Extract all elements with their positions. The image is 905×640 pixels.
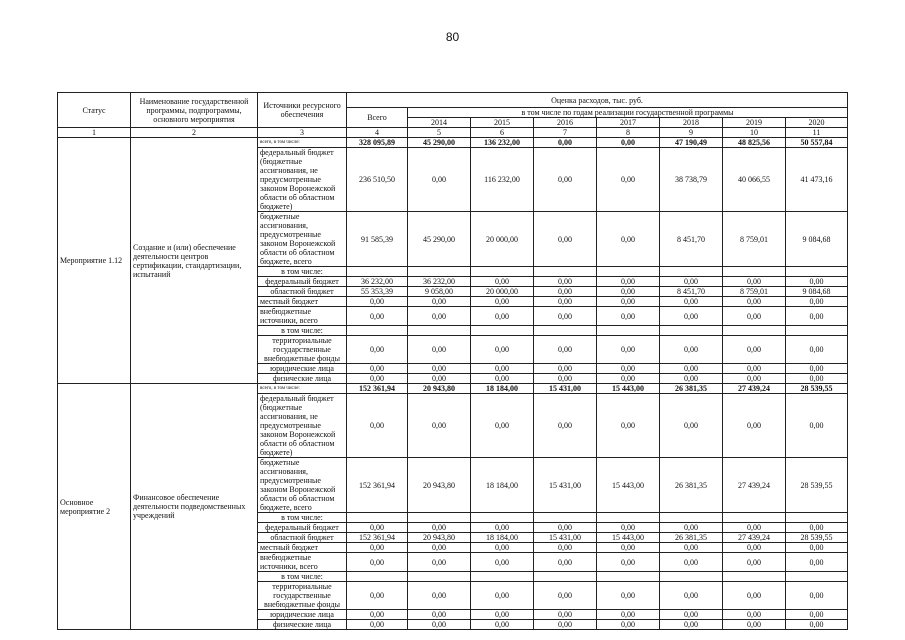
column-number: 10: [723, 128, 786, 138]
source-cell: бюджетные ассигнования, предусмотренные законом Воронежской области об областном бюджете, всего: [258, 458, 347, 513]
value-cell: 0,00: [534, 523, 597, 533]
value-cell: 15 443,00: [597, 458, 660, 513]
value-cell: 0,00: [723, 374, 786, 384]
value-cell: 26 381,35: [660, 458, 723, 513]
column-number: 9: [660, 128, 723, 138]
value-cell: 0,00: [534, 374, 597, 384]
value-cell: 0,00: [408, 148, 471, 212]
value-cell: 0,00: [786, 307, 848, 326]
value-cell: 40 066,55: [723, 148, 786, 212]
value-cell: 0,00: [597, 336, 660, 364]
value-cell: 0,00: [786, 394, 848, 458]
value-cell: 0,00: [786, 553, 848, 572]
value-cell: [723, 572, 786, 582]
value-cell: 0,00: [723, 543, 786, 553]
value-cell: 0,00: [723, 364, 786, 374]
value-cell: [347, 572, 408, 582]
value-cell: [534, 267, 597, 277]
value-cell: 0,00: [347, 336, 408, 364]
value-cell: 0,00: [597, 138, 660, 148]
header-status: Статус: [58, 93, 131, 128]
value-cell: 0,00: [660, 582, 723, 610]
value-cell: 0,00: [723, 610, 786, 620]
value-cell: 0,00: [660, 543, 723, 553]
value-cell: 0,00: [408, 364, 471, 374]
status-cell: Основное мероприятие 2: [58, 384, 131, 630]
value-cell: 45 290,00: [408, 212, 471, 267]
value-cell: 91 585,39: [347, 212, 408, 267]
value-cell: 0,00: [660, 364, 723, 374]
value-cell: 0,00: [534, 553, 597, 572]
value-cell: 0,00: [534, 582, 597, 610]
value-cell: 0,00: [471, 307, 534, 326]
value-cell: [660, 572, 723, 582]
value-cell: 15 431,00: [534, 384, 597, 394]
value-cell: 47 190,49: [660, 138, 723, 148]
value-cell: 15 431,00: [534, 458, 597, 513]
value-cell: [471, 267, 534, 277]
value-cell: 18 184,00: [471, 458, 534, 513]
value-cell: 0,00: [597, 523, 660, 533]
value-cell: 28 539,55: [786, 384, 848, 394]
value-cell: 0,00: [597, 374, 660, 384]
value-cell: 27 439,24: [723, 458, 786, 513]
value-cell: 0,00: [597, 620, 660, 630]
source-cell: внебюджетные источники, всего: [258, 307, 347, 326]
value-cell: [471, 572, 534, 582]
value-cell: 0,00: [408, 523, 471, 533]
value-cell: [408, 267, 471, 277]
value-cell: 328 095,89: [347, 138, 408, 148]
value-cell: 0,00: [786, 610, 848, 620]
value-cell: 0,00: [723, 582, 786, 610]
value-cell: 36 232,00: [408, 277, 471, 287]
value-cell: 0,00: [347, 394, 408, 458]
value-cell: [786, 572, 848, 582]
value-cell: [660, 513, 723, 523]
value-cell: [347, 326, 408, 336]
value-cell: 116 232,00: [471, 148, 534, 212]
value-cell: 20 000,00: [471, 287, 534, 297]
value-cell: 0,00: [408, 374, 471, 384]
value-cell: 0,00: [347, 582, 408, 610]
value-cell: 15 431,00: [534, 533, 597, 543]
column-number: 2: [131, 128, 258, 138]
value-cell: 0,00: [786, 364, 848, 374]
value-cell: 8 451,70: [660, 287, 723, 297]
source-cell: физические лица: [258, 620, 347, 630]
value-cell: 0,00: [786, 523, 848, 533]
value-cell: 0,00: [660, 523, 723, 533]
value-cell: 0,00: [408, 582, 471, 610]
status-cell: Мероприятие 1.12: [58, 138, 131, 384]
value-cell: 41 473,16: [786, 148, 848, 212]
value-cell: 27 439,24: [723, 533, 786, 543]
value-cell: [786, 326, 848, 336]
value-cell: 48 825,56: [723, 138, 786, 148]
value-cell: [471, 513, 534, 523]
value-cell: 0,00: [660, 620, 723, 630]
header-total: Всего: [347, 108, 408, 128]
table-row: [58, 384, 848, 394]
value-cell: 0,00: [408, 610, 471, 620]
header-year: 2019: [723, 118, 786, 128]
column-number: 4: [347, 128, 408, 138]
header-estimate: Оценка расходов, тыс. руб.: [347, 93, 848, 108]
value-cell: 0,00: [471, 336, 534, 364]
value-cell: 152 361,94: [347, 458, 408, 513]
program-name-cell: Финансовое обеспечение деятельности подведомственных учреждений: [131, 384, 258, 630]
value-cell: 0,00: [534, 364, 597, 374]
value-cell: 0,00: [471, 523, 534, 533]
value-cell: 0,00: [471, 364, 534, 374]
header-year: 2014: [408, 118, 471, 128]
value-cell: [723, 513, 786, 523]
value-cell: 0,00: [347, 374, 408, 384]
value-cell: 15 443,00: [597, 533, 660, 543]
value-cell: 0,00: [723, 297, 786, 307]
value-cell: 0,00: [408, 307, 471, 326]
value-cell: 0,00: [786, 620, 848, 630]
source-cell: бюджетные ассигнования, предусмотренные законом Воронежской области об областном бюджете, всего: [258, 212, 347, 267]
value-cell: 38 738,79: [660, 148, 723, 212]
column-number: 8: [597, 128, 660, 138]
header-year: 2015: [471, 118, 534, 128]
program-name-cell: Создание и (или) обеспечение деятельности центров сертификации, стандартизации, испытаний: [131, 138, 258, 384]
column-number: 5: [408, 128, 471, 138]
value-cell: 50 557,84: [786, 138, 848, 148]
value-cell: 20 000,00: [471, 212, 534, 267]
value-cell: 0,00: [471, 394, 534, 458]
value-cell: 8 451,70: [660, 212, 723, 267]
value-cell: 0,00: [597, 582, 660, 610]
source-cell: всего, в том числе:: [258, 384, 347, 394]
value-cell: 9 084,68: [786, 212, 848, 267]
value-cell: 0,00: [660, 297, 723, 307]
value-cell: 26 381,35: [660, 384, 723, 394]
value-cell: [597, 267, 660, 277]
value-cell: 0,00: [347, 610, 408, 620]
value-cell: 36 232,00: [347, 277, 408, 287]
header-year: 2017: [597, 118, 660, 128]
value-cell: 0,00: [471, 553, 534, 572]
value-cell: 28 539,55: [786, 533, 848, 543]
source-cell: территориальные государственные внебюджетные фонды: [258, 582, 347, 610]
value-cell: [597, 326, 660, 336]
value-cell: 0,00: [347, 307, 408, 326]
column-number: 1: [58, 128, 131, 138]
value-cell: 136 232,00: [471, 138, 534, 148]
value-cell: [660, 267, 723, 277]
value-cell: 0,00: [597, 543, 660, 553]
value-cell: 0,00: [597, 212, 660, 267]
value-cell: 0,00: [347, 553, 408, 572]
source-cell: в том числе:: [258, 513, 347, 523]
source-cell: юридические лица: [258, 364, 347, 374]
value-cell: 0,00: [786, 582, 848, 610]
value-cell: 0,00: [347, 523, 408, 533]
value-cell: [786, 513, 848, 523]
value-cell: 0,00: [534, 138, 597, 148]
value-cell: [723, 326, 786, 336]
value-cell: 0,00: [597, 394, 660, 458]
header-row: [58, 93, 848, 108]
value-cell: 0,00: [723, 394, 786, 458]
value-cell: 18 184,00: [471, 384, 534, 394]
value-cell: 0,00: [408, 620, 471, 630]
value-cell: 20 943,80: [408, 533, 471, 543]
value-cell: 0,00: [597, 148, 660, 212]
column-number-row: [58, 128, 848, 138]
value-cell: 0,00: [786, 543, 848, 553]
value-cell: [408, 513, 471, 523]
value-cell: [471, 326, 534, 336]
value-cell: 0,00: [534, 307, 597, 326]
value-cell: 0,00: [786, 374, 848, 384]
value-cell: 26 381,35: [660, 533, 723, 543]
value-cell: 0,00: [597, 287, 660, 297]
value-cell: [597, 513, 660, 523]
header-sources: Источники ресурсного обеспечения: [258, 93, 347, 128]
source-cell: местный бюджет: [258, 297, 347, 307]
value-cell: 0,00: [660, 336, 723, 364]
value-cell: 0,00: [534, 620, 597, 630]
source-cell: в том числе:: [258, 267, 347, 277]
value-cell: 9 058,00: [408, 287, 471, 297]
value-cell: 20 943,80: [408, 384, 471, 394]
value-cell: 0,00: [347, 297, 408, 307]
value-cell: [408, 326, 471, 336]
value-cell: 0,00: [597, 610, 660, 620]
value-cell: [723, 267, 786, 277]
value-cell: 0,00: [534, 277, 597, 287]
value-cell: [534, 572, 597, 582]
value-cell: [660, 326, 723, 336]
value-cell: [408, 572, 471, 582]
value-cell: 0,00: [534, 297, 597, 307]
value-cell: 0,00: [347, 543, 408, 553]
page-number: 80: [445, 30, 460, 44]
value-cell: 0,00: [723, 523, 786, 533]
value-cell: 0,00: [597, 553, 660, 572]
value-cell: 0,00: [597, 364, 660, 374]
source-cell: федеральный бюджет: [258, 277, 347, 287]
value-cell: 27 439,24: [723, 384, 786, 394]
value-cell: 0,00: [471, 582, 534, 610]
value-cell: 0,00: [408, 543, 471, 553]
value-cell: 15 443,00: [597, 384, 660, 394]
value-cell: [534, 513, 597, 523]
value-cell: 0,00: [660, 610, 723, 620]
value-cell: 0,00: [660, 307, 723, 326]
value-cell: [597, 572, 660, 582]
value-cell: 0,00: [723, 277, 786, 287]
value-cell: 0,00: [534, 148, 597, 212]
header-by-years: в том числе по годам реализации государственной программы: [408, 108, 848, 118]
value-cell: 0,00: [408, 297, 471, 307]
column-number: 3: [258, 128, 347, 138]
value-cell: 0,00: [786, 336, 848, 364]
value-cell: 0,00: [660, 277, 723, 287]
source-cell: юридические лица: [258, 610, 347, 620]
source-cell: в том числе:: [258, 572, 347, 582]
value-cell: 28 539,55: [786, 458, 848, 513]
value-cell: 8 759,01: [723, 287, 786, 297]
value-cell: 0,00: [534, 212, 597, 267]
value-cell: 236 510,50: [347, 148, 408, 212]
value-cell: 0,00: [660, 374, 723, 384]
value-cell: 55 353,39: [347, 287, 408, 297]
source-cell: местный бюджет: [258, 543, 347, 553]
table-row: [58, 138, 848, 148]
value-cell: 0,00: [660, 394, 723, 458]
source-cell: территориальные государственные внебюджетные фонды: [258, 336, 347, 364]
value-cell: 152 361,94: [347, 384, 408, 394]
value-cell: 152 361,94: [347, 533, 408, 543]
source-cell: физические лица: [258, 374, 347, 384]
value-cell: 0,00: [408, 336, 471, 364]
value-cell: 0,00: [471, 620, 534, 630]
value-cell: 20 943,80: [408, 458, 471, 513]
value-cell: [786, 267, 848, 277]
header-year: 2020: [786, 118, 848, 128]
source-cell: федеральный бюджет: [258, 523, 347, 533]
value-cell: [534, 326, 597, 336]
value-cell: 0,00: [471, 543, 534, 553]
value-cell: 0,00: [723, 620, 786, 630]
column-number: 6: [471, 128, 534, 138]
value-cell: 0,00: [660, 553, 723, 572]
value-cell: [347, 513, 408, 523]
value-cell: 0,00: [347, 620, 408, 630]
value-cell: 0,00: [534, 543, 597, 553]
value-cell: 0,00: [534, 610, 597, 620]
source-cell: внебюджетные источники, всего: [258, 553, 347, 572]
value-cell: 0,00: [786, 277, 848, 287]
source-cell: областной бюджет: [258, 533, 347, 543]
value-cell: 8 759,01: [723, 212, 786, 267]
column-number: 11: [786, 128, 848, 138]
source-cell: федеральный бюджет (бюджетные ассигнования, не предусмотренные законом Воронежской области об областном бюджете): [258, 394, 347, 458]
value-cell: 0,00: [471, 297, 534, 307]
value-cell: 0,00: [597, 277, 660, 287]
budget-table: [57, 92, 848, 630]
value-cell: 0,00: [347, 364, 408, 374]
source-cell: областной бюджет: [258, 287, 347, 297]
value-cell: [347, 267, 408, 277]
value-cell: 9 084,68: [786, 287, 848, 297]
value-cell: 0,00: [597, 297, 660, 307]
value-cell: 0,00: [534, 287, 597, 297]
source-cell: всего, в том числе:: [258, 138, 347, 148]
value-cell: 0,00: [471, 610, 534, 620]
header-year: 2016: [534, 118, 597, 128]
value-cell: 0,00: [534, 394, 597, 458]
value-cell: 0,00: [723, 553, 786, 572]
value-cell: 0,00: [723, 307, 786, 326]
value-cell: 45 290,00: [408, 138, 471, 148]
value-cell: 0,00: [408, 553, 471, 572]
source-cell: в том числе:: [258, 326, 347, 336]
value-cell: 0,00: [471, 374, 534, 384]
value-cell: 0,00: [471, 277, 534, 287]
column-number: 7: [534, 128, 597, 138]
value-cell: 0,00: [786, 297, 848, 307]
value-cell: 18 184,00: [471, 533, 534, 543]
header-year: 2018: [660, 118, 723, 128]
value-cell: 0,00: [597, 307, 660, 326]
value-cell: 0,00: [723, 336, 786, 364]
source-cell: федеральный бюджет (бюджетные ассигнования, не предусмотренные законом Воронежской области об областном бюджете): [258, 148, 347, 212]
value-cell: 0,00: [408, 394, 471, 458]
value-cell: 0,00: [534, 336, 597, 364]
header-program-name: Наименование государственной программы, подпрограммы, основного мероприятия: [131, 93, 258, 128]
